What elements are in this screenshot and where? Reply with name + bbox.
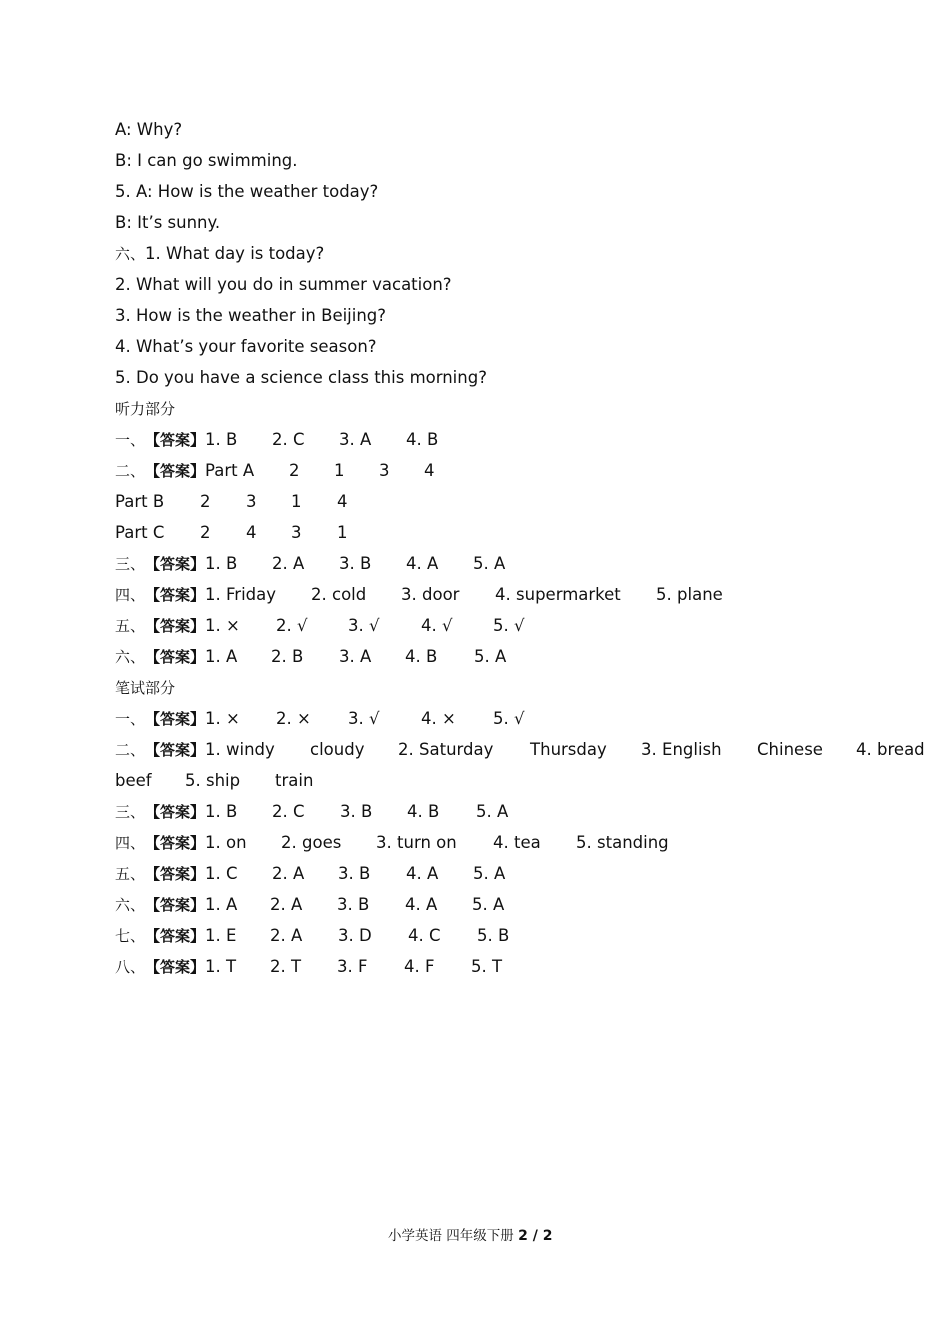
page-number: 2 / 2: [518, 1228, 553, 1244]
answer-row-writing-2-cont: beef 5. ship train: [115, 771, 314, 790]
section6-question: 4. What’s your favorite season?: [115, 337, 377, 356]
footer-title: 小学英语 四年级下册: [388, 1228, 514, 1244]
section6-question: 2. What will you do in summer vacation?: [115, 275, 452, 294]
answer-row-listening-2-partB: Part B 2 3 1 4: [115, 492, 348, 511]
writing-heading: 笔试部分: [115, 679, 176, 697]
answer-row-listening-6: 六、【答案】1. A 2. B 3. A 4. B 5. A: [115, 647, 507, 666]
dialogue-line: B: It’s sunny.: [115, 213, 221, 232]
answer-row-writing-2: 二、【答案】1. windy cloudy 2. Saturday Thursday 3. English Chinese 4. bread: [115, 740, 925, 759]
answer-row-listening-3: 三、【答案】1. B 2. A 3. B 4. A 5. A: [115, 554, 506, 573]
listening-heading: 听力部分: [115, 400, 176, 418]
answer-row-listening-1: 一、【答案】1. B 2. C 3. A 4. B: [115, 430, 439, 449]
answer-row-listening-4: 四、【答案】1. Friday 2. cold 3. door 4. supermarket 5. plane: [115, 585, 723, 604]
answer-row-listening-2: 二、【答案】Part A 2 1 3 4: [115, 461, 435, 480]
answer-row-writing-6: 六、【答案】1. A 2. A 3. B 4. A 5. A: [115, 895, 505, 914]
dialogue-line: A: Why?: [115, 120, 183, 139]
answer-row-writing-7: 七、【答案】1. E 2. A 3. D 4. C 5. B: [115, 926, 510, 945]
section6-question: 5. Do you have a science class this morning?: [115, 368, 487, 387]
section6-question: 3. How is the weather in Beijing?: [115, 306, 387, 325]
section6-question: 六、1. What day is today?: [115, 244, 325, 263]
page-footer: [388, 1224, 552, 1244]
answer-row-listening-5: 五、【答案】1. × 2. √ 3. √ 4. √ 5. √: [115, 616, 525, 635]
answer-row-writing-5: 五、【答案】1. C 2. A 3. B 4. A 5. A: [115, 864, 506, 883]
answer-row-writing-3: 三、【答案】1. B 2. C 3. B 4. B 5. A: [115, 802, 509, 821]
answer-row-writing-8: 八、【答案】1. T 2. T 3. F 4. F 5. T: [115, 957, 503, 976]
dialogue-line: 5. A: How is the weather today?: [115, 182, 379, 201]
dialogue-line: B: I can go swimming.: [115, 151, 298, 170]
answer-row-listening-2-partC: Part C 2 4 3 1: [115, 523, 348, 542]
answer-sheet: [115, 114, 925, 982]
answer-row-writing-1: 一、【答案】1. × 2. × 3. √ 4. × 5. √: [115, 709, 525, 728]
answer-row-writing-4: 四、【答案】1. on 2. goes 3. turn on 4. tea 5. standing: [115, 833, 669, 852]
